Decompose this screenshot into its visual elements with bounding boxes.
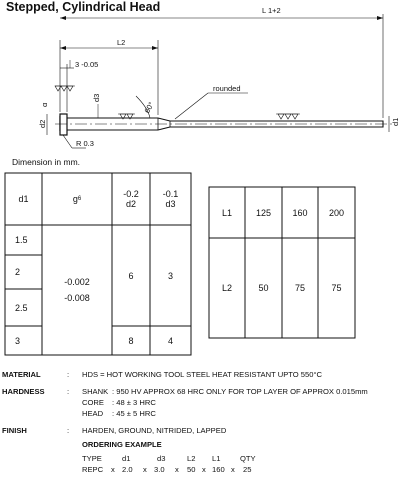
- material-colon: :: [67, 370, 70, 379]
- ordering-sep: x: [111, 465, 115, 474]
- ordering-sep: x: [175, 465, 179, 474]
- row-label-l1: L1: [221, 207, 232, 218]
- label-d1: d1: [391, 117, 400, 126]
- l2-value: 50: [258, 283, 269, 293]
- finish-colon: :: [67, 426, 70, 435]
- d1-value: 1.5: [15, 235, 28, 245]
- l1-value: 200: [328, 207, 345, 218]
- hardness-label: HARDNESS: [2, 387, 45, 396]
- ordering-value: 3.0: [154, 465, 165, 474]
- d2-value: 8: [128, 335, 134, 346]
- header-d1: d1: [18, 194, 29, 204]
- label-l2: L2: [117, 38, 126, 47]
- l1-value: 160: [292, 207, 308, 218]
- label-overall-length: L 1+2: [262, 6, 281, 15]
- material-label: MATERIAL: [2, 370, 41, 379]
- finish-text: HARDEN, GROUND, NITRIDED, LAPPED: [82, 426, 227, 435]
- material-text: HDS = HOT WORKING TOOL STEEL HEAT RESISTANT UPTO 550°C: [82, 370, 322, 379]
- d1-value: 2: [15, 267, 21, 277]
- shank-value: : 950 HV APPROX 68 HRC ONLY FOR TOP LAYER OF APPROX 0.015mm: [112, 387, 368, 396]
- ordering-value: 2.0: [122, 465, 133, 474]
- label-radius: R 0.3: [76, 139, 94, 148]
- page-title: Stepped, Cylindrical Head: [6, 0, 161, 14]
- finish-label: FINISH: [2, 426, 27, 435]
- d3-value: 3: [167, 270, 173, 281]
- ordering-value: 160: [212, 465, 225, 474]
- label-rounded: rounded: [213, 84, 241, 93]
- hardness-colon: :: [67, 387, 70, 396]
- l2-value: 75: [331, 283, 342, 293]
- g6-tolerance: -0.002 -0.008: [64, 277, 90, 303]
- label-d3: d3: [92, 93, 101, 102]
- ordering-sep: x: [143, 465, 147, 474]
- label-angle: 60°: [142, 100, 156, 115]
- head-label: HEAD: [82, 409, 104, 418]
- header-d3: -0.1 d3: [162, 189, 179, 209]
- core-value: : 48 ± 3 HRC: [112, 398, 156, 407]
- ordering-value: REPC: [82, 465, 104, 474]
- ordering-title: ORDERING EXAMPLE: [82, 440, 162, 449]
- ordering-header: d3: [157, 454, 166, 463]
- l2-value: 75: [294, 283, 305, 293]
- header-g6: g 6: [72, 194, 82, 204]
- label-d2: d2: [38, 119, 47, 128]
- d1-value: 3: [15, 335, 21, 346]
- d2-value: 6: [128, 270, 134, 281]
- core-label: CORE: [82, 398, 104, 407]
- ordering-header: L1: [212, 454, 221, 463]
- label-alpha: α: [40, 102, 49, 107]
- l1-value: 125: [255, 207, 272, 218]
- ordering-header: d1: [122, 454, 131, 463]
- ordering-header: L2: [187, 454, 196, 463]
- d3-value: 4: [167, 335, 173, 346]
- dimension-note: Dimension in mm.: [12, 157, 81, 167]
- ordering-header: TYPE: [82, 454, 102, 463]
- ordering-value: 25: [243, 465, 252, 474]
- ordering-value: 50: [187, 465, 196, 474]
- header-d2: -0.2 d2: [123, 189, 139, 209]
- ordering-header: QTY: [240, 454, 256, 463]
- ordering-sep: x: [202, 465, 206, 474]
- label-head-tolerance: 3 -0.05: [75, 60, 99, 69]
- row-label-l2: L2: [221, 283, 232, 293]
- head-value: : 45 ± 5 HRC: [112, 409, 156, 418]
- ordering-sep: x: [231, 465, 235, 474]
- d1-value: 2.5: [15, 302, 28, 313]
- shank-label: SHANK: [82, 387, 109, 396]
